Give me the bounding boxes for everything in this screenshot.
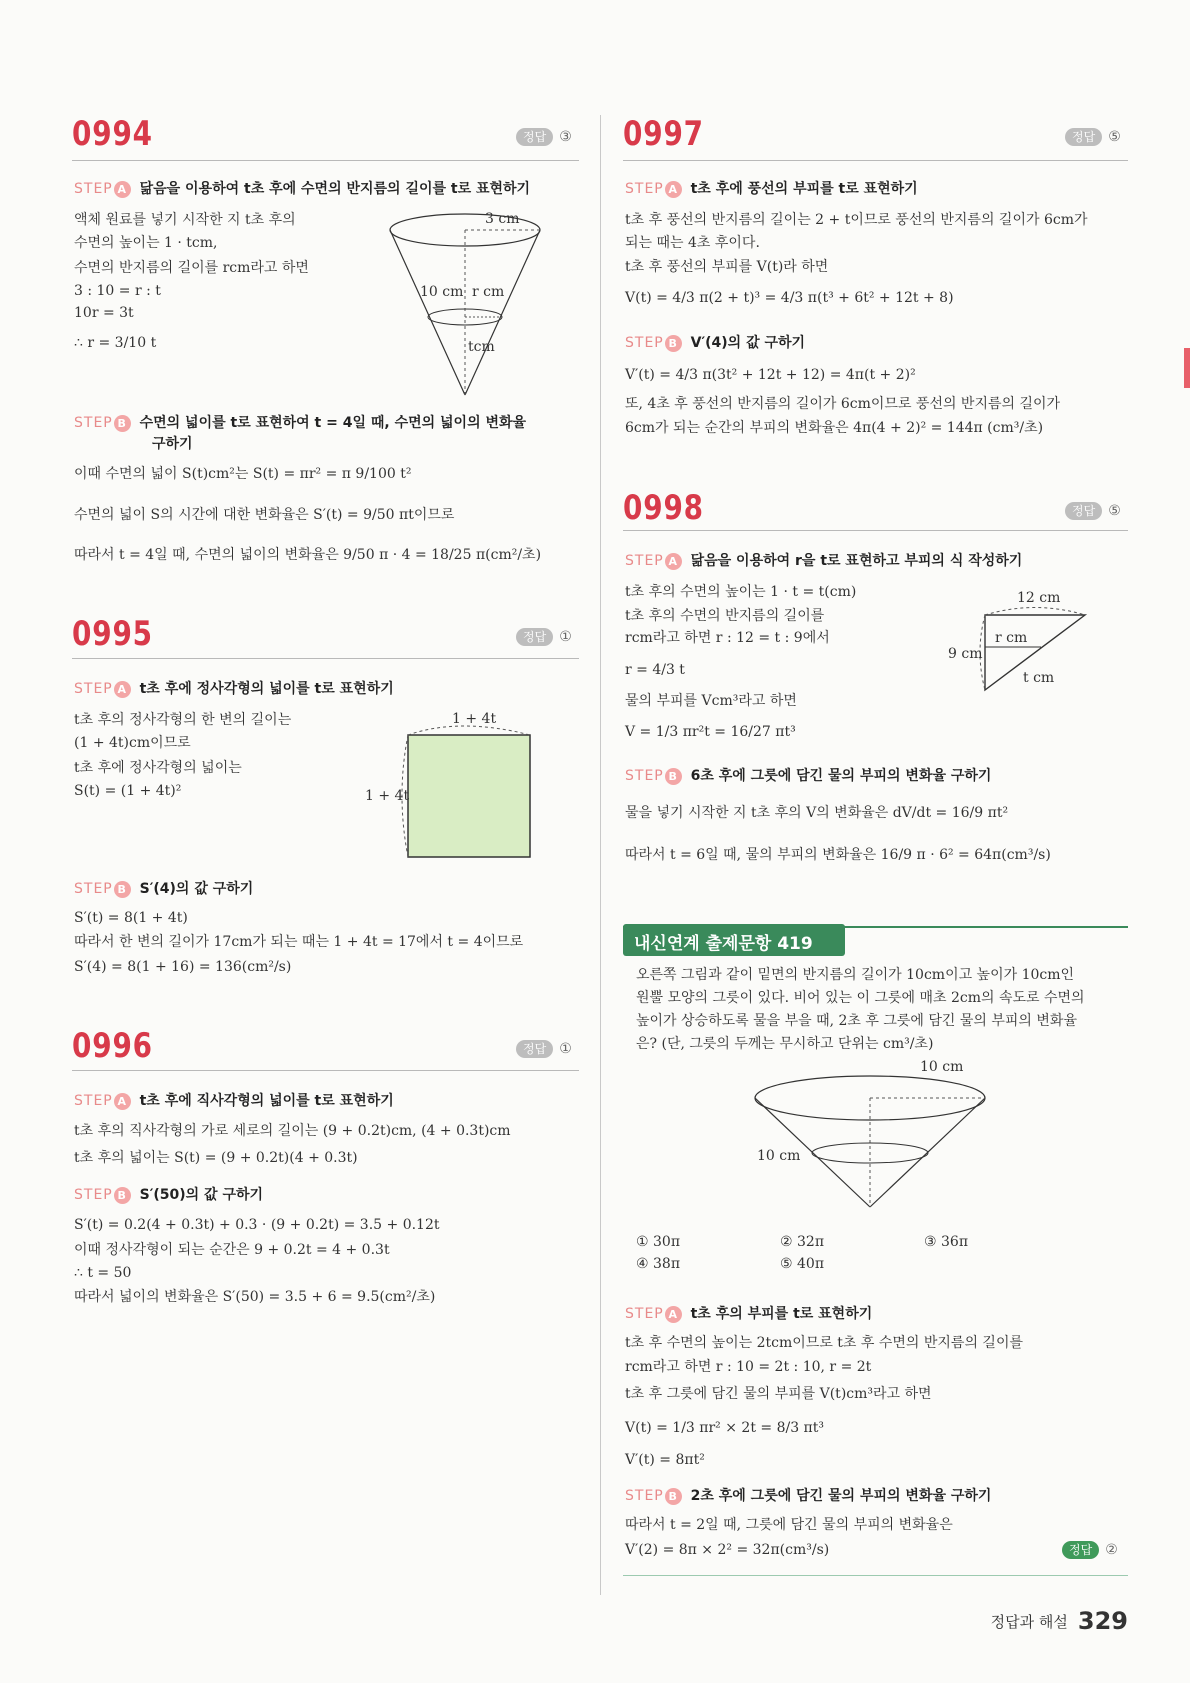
answer-tag: 정답 [1062, 1541, 1099, 1559]
problem-number-0995: 0995 [72, 614, 153, 654]
text-line: 3 : 10 = r : t [74, 283, 161, 299]
text-line: 물을 넣기 시작한 지 t초 후의 V의 변화율은 dV/dt = 16/9 πt² [625, 805, 1009, 821]
text-line: t초 후 그릇에 담긴 물의 부피를 V(t)cm³라고 하면 [625, 1386, 932, 1402]
answer-0996 [516, 1040, 572, 1058]
text-line: 물의 부피를 Vcm³라고 하면 [625, 693, 797, 709]
step-a-0998: STEP A 닮음을 이용하여 r을 t로 표현하고 부피의 식 작성하기 [625, 553, 1023, 569]
fig-label: t cm [1023, 670, 1055, 686]
text-line: 6cm가 되는 순간의 부피의 변화율은 4π(4 + 2)² = 144π (cm³/초) [625, 420, 1044, 436]
question-line: 은? (단, 그릇의 두께는 무시하고 단위는 cm³/초) [636, 1036, 934, 1052]
text-line: t초 후의 넓이는 S(t) = (9 + 0.2t)(4 + 0.3t) [74, 1150, 358, 1166]
text-line: t초 후의 정사각형의 한 변의 길이는 [74, 712, 292, 728]
answer-tag: 정답 [1065, 502, 1102, 520]
choice: ⑤ 40π [780, 1256, 825, 1272]
problem-number-0994: 0994 [72, 114, 153, 154]
fig-label: 10 cm [920, 1059, 964, 1075]
answer-tag: 정답 [1065, 128, 1102, 146]
text-line: 또, 4초 후 풍선의 반지름의 길이가 6cm이므로 풍선의 반지름의 길이가 [625, 396, 1061, 412]
text-line: S′(t) = 8(1 + 4t) [74, 910, 188, 926]
square-figure-0995 [360, 705, 540, 865]
section-rule [72, 1070, 579, 1071]
step-b-linked: STEP B 2초 후에 그릇에 담긴 물의 부피의 변화율 구하기 [625, 1488, 992, 1504]
text-line: 따라서 t = 6일 때, 물의 부피의 변화율은 16/9 π · 6² = 64π(cm³/s) [625, 847, 1051, 863]
text-line: 10r = 3t [74, 305, 134, 321]
text-line: 따라서 넓이의 변화율은 S′(50) = 3.5 + 6 = 9.5(cm²/초) [74, 1289, 436, 1305]
step-a-0995: STEP A t초 후에 정사각형의 넓이를 t로 표현하기 [74, 681, 394, 697]
step-b-0994-cont: 구하기 [152, 436, 193, 452]
text-line: t초 후의 직사각형의 가로 세로의 길이는 (9 + 0.2t)cm, (4 + 0.3t)cm [74, 1123, 511, 1139]
fig-label: 12 cm [1017, 590, 1061, 606]
cone-figure-linked [745, 1055, 1005, 1215]
text-line: t초 후 수면의 높이는 2tcm이므로 t초 후 수면의 반지름의 길이를 [625, 1335, 1024, 1351]
step-b-0998: STEP B 6초 후에 그릇에 담긴 물의 부피의 변화율 구하기 [625, 768, 992, 784]
section-rule [72, 658, 579, 659]
problem-number-0996: 0996 [72, 1026, 153, 1066]
text-line: 이때 정사각형이 되는 순간은 9 + 0.2t = 4 + 0.3t [74, 1242, 390, 1258]
step-a-linked: STEP A t초 후의 부피를 t로 표현하기 [625, 1306, 873, 1322]
text-line: rcm라고 하면 r : 12 = t : 9에서 [625, 630, 830, 646]
fig-label: 1 + 4t [365, 788, 410, 804]
cone-figure-0994 [380, 205, 580, 405]
choice: ② 32π [780, 1234, 825, 1250]
step-a-0997: STEP A t초 후에 풍선의 부피를 t로 표현하기 [625, 181, 918, 197]
answer-linked [1062, 1541, 1118, 1559]
text-line: V′(t) = 8πt² [625, 1452, 705, 1468]
text-line: V(t) = 1/3 πr² × 2t = 8/3 πt³ [625, 1420, 824, 1436]
text-line: 따라서 t = 4일 때, 수면의 넓이의 변화율은 9/50 π · 4 = 18/25 π(cm²/초) [74, 547, 542, 563]
text-line: 따라서 t = 2일 때, 그릇에 담긴 물의 부피의 변화율은 [625, 1517, 953, 1533]
step-b-0996: STEP B S′(50)의 값 구하기 [74, 1187, 264, 1203]
column-divider [600, 115, 601, 1595]
text-line: t초 후에 정사각형의 넓이는 [74, 760, 242, 776]
fig-label: 1 + 4t [452, 711, 497, 727]
answer-value: ⑤ [1108, 129, 1121, 145]
text-line: V′(t) = 4/3 π(3t² + 12t + 12) = 4π(t + 2)² [625, 367, 916, 383]
answer-0997 [1065, 128, 1121, 146]
section-rule [72, 160, 579, 161]
step-a-0994: STEP A 닮음을 이용하여 t초 후에 수면의 반지름의 길이를 t로 표현하기 [74, 181, 531, 197]
answer-tag: 정답 [516, 628, 553, 646]
text-line: 이때 수면의 넓이 S(t)cm²는 S(t) = πr² = π 9/100 t² [74, 466, 412, 482]
step-a-0996: STEP A t초 후에 직사각형의 넓이를 t로 표현하기 [74, 1093, 394, 1109]
text-line: S′(t) = 0.2(4 + 0.3t) + 0.3 · (9 + 0.2t) = 3.5 + 0.12t [74, 1217, 440, 1233]
fig-label: 3 cm [485, 211, 520, 227]
problem-number-0997: 0997 [623, 114, 704, 154]
question-line: 원뿔 모양의 그릇이 있다. 비어 있는 이 그릇에 매초 2cm의 속도로 수면의 [636, 990, 1085, 1006]
choice: ① 30π [636, 1234, 681, 1250]
text-line: ∴ r = 3/10 t [74, 335, 157, 351]
answer-value: ⑤ [1108, 503, 1121, 519]
text-line: V(t) = 4/3 π(2 + t)³ = 4/3 π(t³ + 6t² + 12t + 8) [625, 290, 954, 306]
answer-value: ② [1105, 1542, 1118, 1558]
text-line: t초 후의 수면의 반지름의 길이를 [625, 608, 825, 624]
text-line: t초 후 풍선의 부피를 V(t)라 하면 [625, 259, 829, 275]
text-line: 수면의 반지름의 길이를 rcm라고 하면 [74, 260, 309, 276]
fig-label: tcm [468, 339, 495, 355]
text-line: 수면의 넓이 S의 시간에 대한 변화율은 S′(t) = 9/50 πt이므로 [74, 507, 455, 523]
chapter-side-tab [1184, 348, 1190, 388]
answer-value: ① [559, 1041, 572, 1057]
fig-label: 10 cm [757, 1148, 801, 1164]
fig-label: r cm [472, 284, 505, 300]
text-line: 액체 원료를 넣기 시작한 지 t초 후의 [74, 212, 296, 228]
footer-label: 정답과 해설 [990, 1613, 1068, 1631]
answer-value: ③ [559, 129, 572, 145]
text-line: 수면의 높이는 1 · tcm, [74, 235, 218, 251]
page-number: 329 [1077, 1607, 1128, 1635]
answer-0994 [516, 128, 572, 146]
section-rule [623, 160, 1128, 161]
text-line: ∴ t = 50 [74, 1265, 132, 1281]
text-line: 따라서 한 변의 길이가 17cm가 되는 때는 1 + 4t = 17에서 t = 4이므로 [74, 934, 524, 950]
answer-tag: 정답 [516, 128, 553, 146]
text-line: S′(4) = 8(1 + 16) = 136(cm²/s) [74, 959, 292, 975]
text-line: r = 4/3 t [625, 662, 685, 678]
step-b-0994: STEP B 수면의 넓이를 t로 표현하여 t = 4일 때, 수면의 넓이의 변화율 [74, 415, 527, 431]
text-line: (1 + 4t)cm이므로 [74, 735, 191, 751]
page-footer [991, 1607, 1128, 1635]
section-rule [623, 1575, 1128, 1576]
section-rule [623, 530, 1128, 531]
fig-label: r cm [995, 630, 1028, 646]
question-line: 높이가 상승하도록 물을 부을 때, 2초 후 그릇에 담긴 물의 부피의 변화율 [636, 1013, 1077, 1029]
text-line: t초 후의 수면의 높이는 1 · t = t(cm) [625, 584, 857, 600]
step-b-0997: STEP B V′(4)의 값 구하기 [625, 335, 806, 351]
text-line: V = 1/3 πr²t = 16/27 πt³ [625, 724, 796, 740]
text-line: 되는 때는 4초 후이다. [625, 235, 760, 251]
fig-label: 9 cm [948, 646, 983, 662]
question-line: 오른쪽 그림과 같이 밑면의 반지름의 길이가 10cm이고 높이가 10cm인 [636, 967, 1075, 983]
answer-value: ① [559, 629, 572, 645]
text-line: V′(2) = 8π × 2² = 32π(cm³/s) [625, 1542, 830, 1558]
step-b-0995: STEP B S′(4)의 값 구하기 [74, 881, 254, 897]
text-line: rcm라고 하면 r : 10 = 2t : 10, r = 2t [625, 1359, 872, 1375]
linked-problem-banner: 내신연계 출제문항 419 [634, 934, 813, 954]
fig-label: 10 cm [420, 284, 464, 300]
answer-0998 [1065, 502, 1121, 520]
problem-number-0998: 0998 [623, 488, 704, 528]
choice: ③ 36π [924, 1234, 969, 1250]
text-line: t초 후 풍선의 반지름의 길이는 2 + t이므로 풍선의 반지름의 길이가 6cm가 [625, 212, 1088, 228]
answer-tag: 정답 [516, 1040, 553, 1058]
triangle-figure-0998 [945, 585, 1095, 695]
choice: ④ 38π [636, 1256, 681, 1272]
answer-0995 [516, 628, 572, 646]
text-line: S(t) = (1 + 4t)² [74, 783, 182, 799]
